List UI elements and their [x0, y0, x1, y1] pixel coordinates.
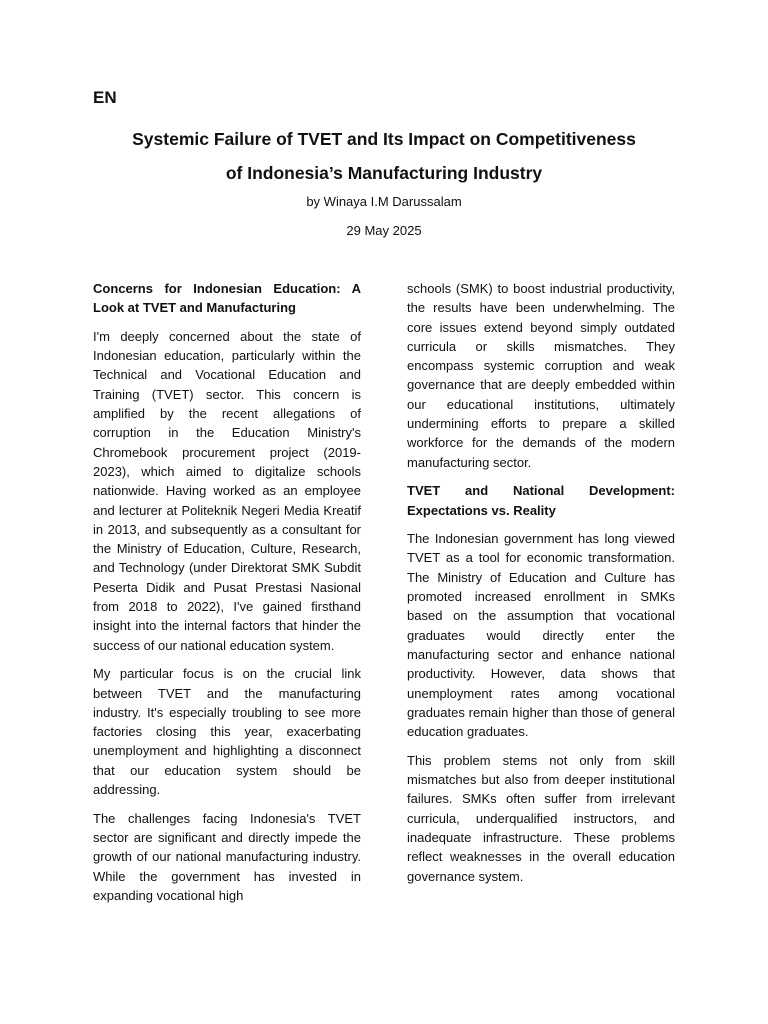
paragraph-continuation: schools (SMK) to boost industrial productivity, the results have been underwhelming. The core issues extend beyond simply outdated curricula or skills mismatches. They encompass systemic corruption and weak governance that are deeply embedded within our educational institutions, ultimately undermining efforts to prepare a skilled workforce for the demands of the modern manufacturing sector.	[407, 281, 675, 470]
section-heading-concerns: Concerns for Indonesian Education: A Look at TVET and Manufacturing	[93, 281, 361, 316]
section-heading-expectations: TVET and National Development: Expectations vs. Reality	[407, 483, 675, 518]
title-line-1: Systemic Failure of TVET and Its Impact on Competitiveness	[132, 129, 636, 149]
paragraph: I'm deeply concerned about the state of Indonesian education, particularly within the Technical and Vocational Education and Training (TVET) sector. This concern is amplified by the recent allegations of corruption in the Education Ministry's Chromebook procurement project (2019-2023), which aimed to digitalize schools nationwide. Having worked as an employee and lecturer at Politeknik Negeri Media Kreatif in 2013, and subsequently as a consultant for the Ministry of Education, Culture, Research, and Technology (under Direktorat SMK Subdit Peserta Didik and Pusat Prestasi Nasional from 2018 to 2022), I've gained firsthand insight into the internal factors that hinder the success of our national education system.	[93, 328, 361, 653]
author-byline: by Winaya I.M Darussalam	[306, 194, 462, 209]
paragraph: The challenges facing Indonesia's TVET sector are significant and directly impede the growth of our national manufacturing industry. While the government has invested in expanding vocational high	[93, 810, 361, 903]
publication-date: 29 May 2025	[346, 223, 422, 238]
left-column	[93, 279, 361, 914]
title-line-2: of Indonesia’s Manufacturing Industry	[225, 163, 543, 183]
right-column	[407, 279, 675, 895]
paragraph: My particular focus is on the crucial link between TVET and the manufacturing industry. It's especially troubling to see more factories closing this year, exacerbating unemployment and highlighting a disconnect that our education system should be addressing.	[93, 666, 361, 798]
article-title	[60, 122, 708, 190]
paragraph: The Indonesian government has long viewed TVET as a tool for economic transformation. The Ministry of Education and Culture has promoted increased enrollment in SMKs based on the assumption that vocational graduates would directly enter the manufacturing sector and enhance national productivity. However, data shows that unemployment rates among vocational graduates remain higher than those of general education graduates.	[407, 531, 675, 740]
language-tag: EN	[93, 88, 117, 107]
paragraph: This problem stems not only from skill mismatches but also from deeper institutional failures. SMKs often suffer from irrelevant curricula, underqualified instructors, and inadequate infrastructure. These problems reflect weaknesses in the overall education governance system.	[407, 752, 675, 884]
